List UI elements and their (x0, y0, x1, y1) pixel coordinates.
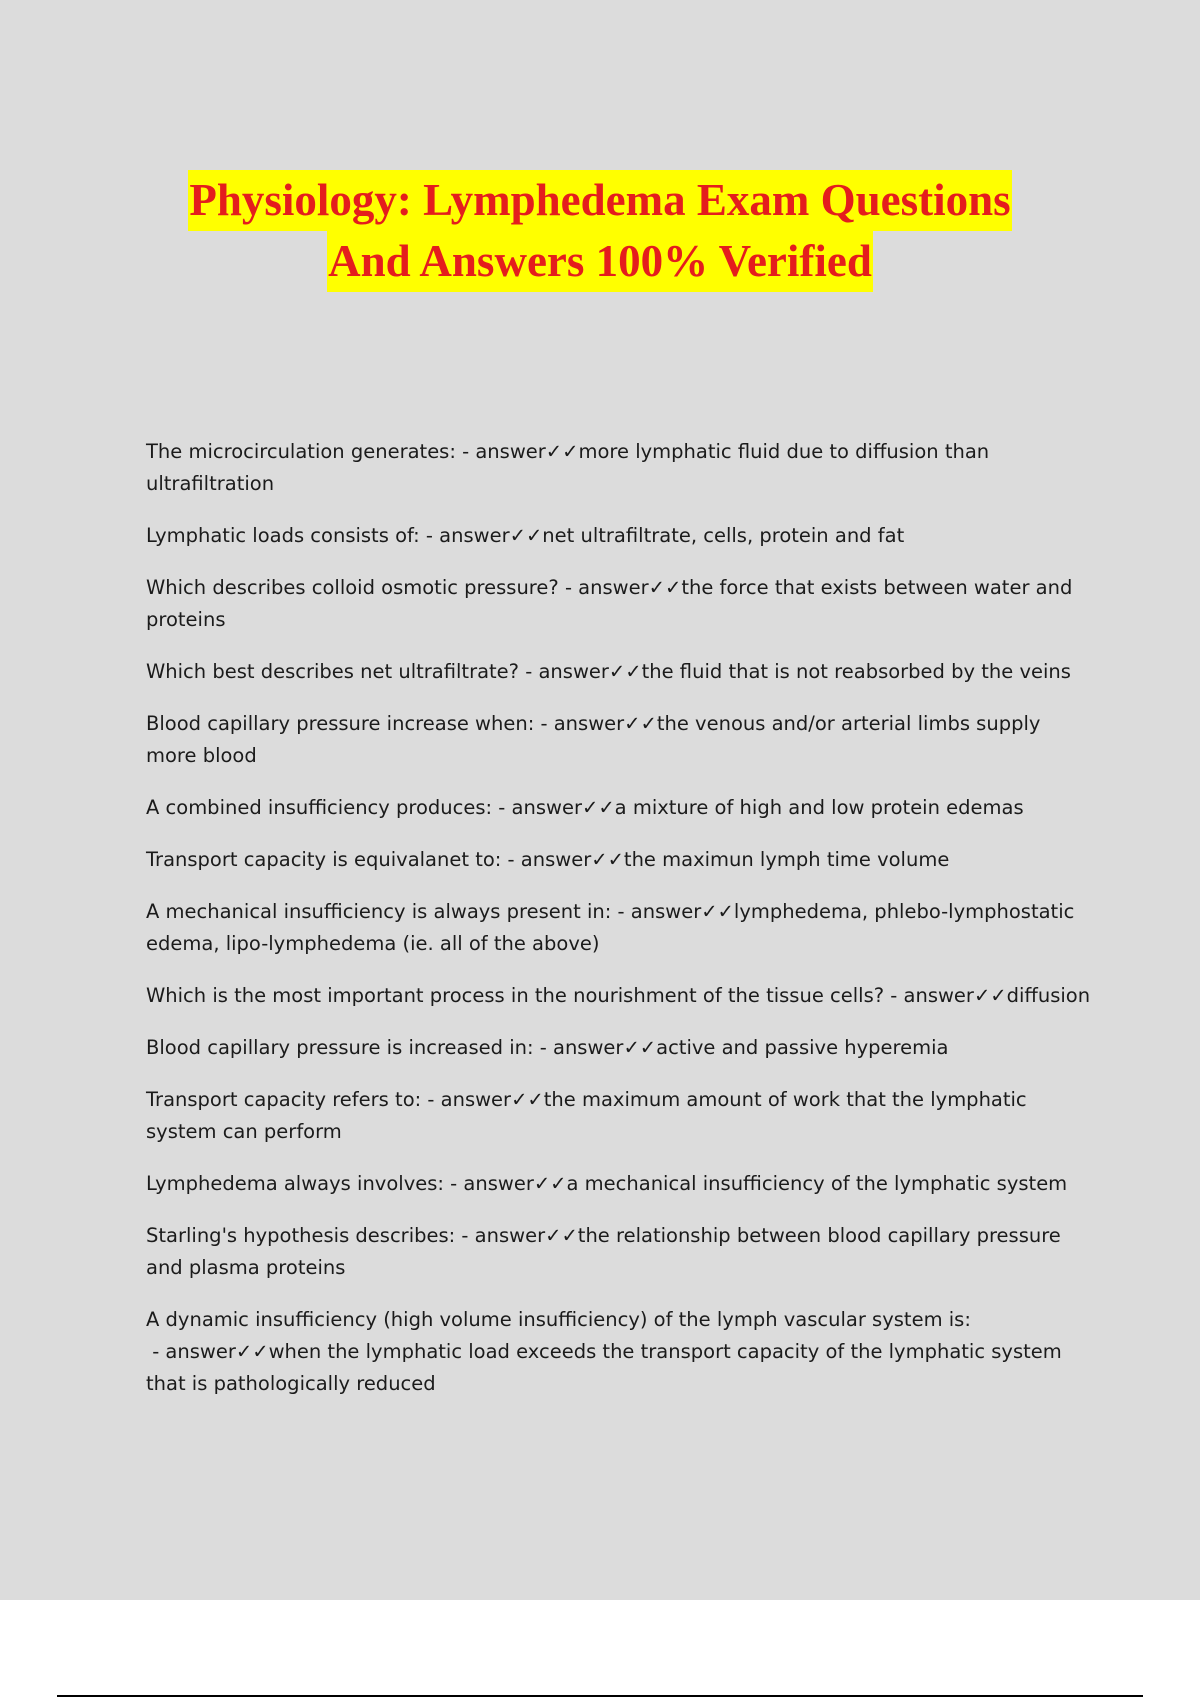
title-line-1: Physiology: Lymphedema Exam Questions (188, 170, 1011, 231)
answer-text: the force that exists between water and proteins (146, 576, 1073, 631)
document-title (0, 170, 1200, 292)
answer-text: a mechanical insufficiency of the lymphatic system (566, 1172, 1068, 1195)
qa-item (146, 708, 1096, 772)
answer-separator: - answer (611, 900, 702, 923)
check-mark-icon: ✓✓ (591, 848, 624, 871)
question-text: Starling's hypothesis describes: (146, 1224, 456, 1247)
answer-text: active and passive hyperemia (656, 1036, 949, 1059)
answer-separator: - answer (558, 576, 649, 599)
answer-text: more lymphatic fluid due to diffusion than ultrafiltration (146, 440, 990, 495)
answer-separator: - answer (146, 1340, 236, 1363)
check-mark-icon: ✓✓ (511, 1088, 544, 1111)
answer-text: diffusion (1006, 984, 1091, 1007)
question-text: Which describes colloid osmotic pressure? (146, 576, 559, 599)
answer-text: the venous and/or arterial limbs supply more blood (146, 712, 1041, 767)
answer-separator: - answer (534, 712, 625, 735)
qa-item (146, 1084, 1096, 1148)
qa-list (146, 436, 1096, 1420)
check-mark-icon: ✓✓ (973, 984, 1007, 1007)
answer-text: a mixture of high and low protein edemas (614, 796, 1024, 819)
answer-text: the maximun lymph time volume (623, 848, 950, 871)
qa-item (146, 436, 1096, 500)
check-mark-icon: ✓✓ (608, 660, 642, 683)
qa-item (146, 656, 1096, 688)
qa-item (146, 792, 1096, 824)
title-line-2: And Answers 100% Verified (327, 231, 873, 292)
answer-separator: - answer (419, 524, 510, 547)
question-text: Blood capillary pressure is increased in: (146, 1036, 534, 1059)
footer-rule (57, 1695, 1143, 1697)
answer-separator: - answer (533, 1036, 624, 1059)
question-text: Lymphedema always involves: (146, 1172, 444, 1195)
answer-separator: - answer (421, 1088, 512, 1111)
answer-text: lymphedema, phlebo-lymphostatic edema, lipo-lymphedema (ie. all of the above) (146, 900, 1075, 955)
question-text: The microcirculation generates: (146, 440, 456, 463)
answer-separator: - answer (455, 440, 546, 463)
next-page-area (0, 1600, 1200, 1700)
qa-item (146, 1032, 1096, 1064)
check-mark-icon: ✓✓ (545, 440, 579, 463)
answer-text: net ultrafiltrate, cells, protein and fat (542, 524, 905, 547)
check-mark-icon: ✓✓ (623, 1036, 657, 1059)
check-mark-icon: ✓✓ (533, 1172, 567, 1195)
answer-text: the maximum amount of work that the lymphatic system can perform (146, 1088, 1027, 1143)
answer-text: when the lymphatic load exceeds the transport capacity of the lymphatic system that is pathologically reduced (146, 1340, 1062, 1395)
qa-item (146, 980, 1096, 1012)
qa-item (146, 896, 1096, 960)
question-text: A combined insufficiency produces: (146, 796, 493, 819)
question-text: Which is the most important process in the nourishment of the tissue cells? (146, 984, 885, 1007)
answer-separator: - answer (501, 848, 592, 871)
answer-separator: - answer (492, 796, 582, 819)
check-mark-icon: ✓✓ (235, 1340, 269, 1363)
question-text: Blood capillary pressure increase when: (146, 712, 535, 735)
check-mark-icon: ✓✓ (581, 796, 615, 819)
qa-item (146, 1220, 1096, 1284)
qa-item (146, 1304, 1096, 1400)
qa-item (146, 520, 1096, 552)
answer-text: the relationship between blood capillary pressure and plasma proteins (146, 1224, 1061, 1279)
question-text: A dynamic insufficiency (high volume insufficiency) of the lymph vascular system is: (146, 1308, 971, 1331)
question-text: Lymphatic loads consists of: (146, 524, 420, 547)
question-text: Transport capacity is equivalanet to: (146, 848, 502, 871)
answer-separator: - answer (519, 660, 609, 683)
check-mark-icon: ✓✓ (509, 524, 543, 547)
question-text: A mechanical insufficiency is always present in: (146, 900, 612, 923)
answer-separator: - answer (884, 984, 974, 1007)
check-mark-icon: ✓✓ (624, 712, 657, 735)
question-text: Which best describes net ultrafiltrate? (146, 660, 520, 683)
qa-item (146, 1168, 1096, 1200)
question-text: Transport capacity refers to: (146, 1088, 422, 1111)
qa-item (146, 572, 1096, 636)
check-mark-icon: ✓✓ (648, 576, 682, 599)
check-mark-icon: ✓✓ (701, 900, 734, 923)
qa-item (146, 844, 1096, 876)
answer-separator: - answer (455, 1224, 546, 1247)
check-mark-icon: ✓✓ (545, 1224, 578, 1247)
answer-separator: - answer (443, 1172, 534, 1195)
answer-text: the fluid that is not reabsorbed by the veins (641, 660, 1071, 683)
